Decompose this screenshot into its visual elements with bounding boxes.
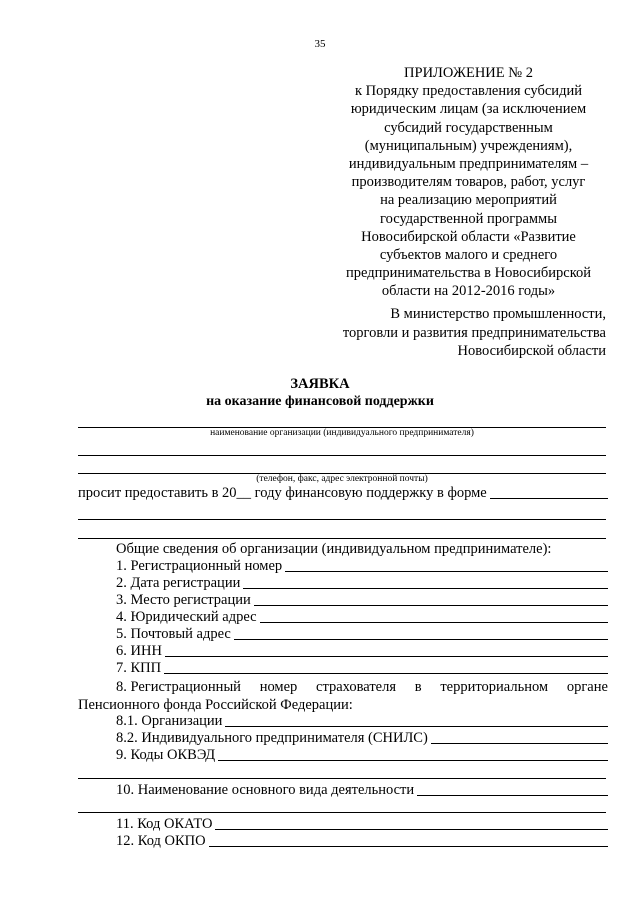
inn-blank[interactable]	[165, 656, 608, 657]
field-label: 7. КПП	[116, 660, 162, 676]
field-label: 8.2. Индивидуального предпринимателя (СНИЛС)	[116, 730, 428, 746]
field-row	[116, 642, 608, 660]
organization-blank[interactable]	[225, 726, 608, 727]
field-row	[116, 729, 608, 747]
field-row	[116, 625, 608, 643]
appendix-line: Новосибирской области «Развитие	[361, 228, 576, 245]
appendix-line: к Порядку предоставления субсидий	[355, 83, 582, 100]
field-row	[116, 815, 608, 833]
snils-blank[interactable]	[431, 743, 608, 744]
appendix-line: на реализацию мероприятий	[380, 192, 557, 209]
field-row	[116, 574, 608, 592]
postal-address-blank[interactable]	[234, 639, 608, 640]
okved-blank[interactable]	[218, 760, 608, 761]
field-label: 12. Код ОКПО	[116, 833, 206, 849]
appendix-line: ПРИЛОЖЕНИЕ № 2	[404, 65, 533, 81]
kpp-blank[interactable]	[164, 673, 608, 674]
field8-word: в	[414, 679, 422, 695]
registration-number-blank[interactable]	[285, 571, 608, 572]
appendix-line: области на 2012-2016 годы»	[381, 283, 556, 300]
field8-word: 8. Регистрационный	[116, 679, 241, 695]
field-row	[116, 591, 608, 609]
field-label: 11. Код ОКАТО	[116, 816, 213, 832]
extra-blank-line[interactable]	[78, 455, 606, 456]
general-info-row	[116, 540, 608, 558]
field-label: 6. ИНН	[116, 643, 162, 659]
okato-blank[interactable]	[215, 829, 608, 830]
appendix-line: юридическим лицам (за исключением	[350, 101, 587, 118]
request-continuation-blank[interactable]	[78, 538, 606, 539]
field-row	[116, 832, 608, 850]
appendix-line: субъектов малого и среднего	[379, 247, 558, 264]
okpo-blank[interactable]	[209, 846, 608, 847]
org-name-caption: наименование организации (индивидуального предпринимателя)	[210, 428, 474, 438]
page-number: 35	[314, 38, 326, 50]
appendix-line: производителям товаров, работ, услуг	[351, 174, 586, 191]
recipient-line: В министерство промышленности,	[390, 306, 606, 322]
appendix-line: (муниципальным) учреждениям),	[364, 137, 573, 154]
field-label: 2. Дата регистрации	[116, 575, 241, 591]
field-row	[116, 557, 608, 575]
field-label: 3. Место регистрации	[116, 592, 251, 608]
document-subtitle: на оказание финансовой поддержки	[206, 394, 434, 409]
registration-place-blank[interactable]	[254, 605, 608, 606]
appendix-line: предпринимательства в Новосибирской	[345, 265, 592, 282]
field8-word: номер	[259, 679, 298, 695]
field-label: 5. Почтовый адрес	[116, 626, 231, 642]
legal-address-blank[interactable]	[260, 622, 608, 623]
appendix-line: государственной программы	[380, 210, 557, 227]
support-form-blank[interactable]	[490, 498, 608, 499]
recipient-line: торговли и развития предпринимательства	[342, 324, 606, 341]
field-label: 4. Юридический адрес	[116, 609, 257, 625]
field-label: 1. Регистрационный номер	[116, 558, 283, 574]
field8-continuation: Пенсионного фонда Российской Федерации:	[78, 697, 353, 713]
document-title: ЗАЯВКА	[290, 376, 350, 392]
field8-paragraph	[78, 678, 608, 714]
request-row	[78, 484, 608, 502]
appendix-block	[325, 64, 612, 301]
general-info-heading: Общие сведения об организации (индивидуальном предпринимателе):	[116, 541, 552, 557]
field-row	[116, 781, 608, 799]
field-row	[116, 659, 608, 677]
request-text: просит предоставить в 20__ году финансовую поддержку в форме	[78, 485, 487, 501]
field-row	[116, 712, 608, 730]
okved-continuation-blank[interactable]	[78, 778, 606, 779]
recipient-line: Новосибирской области	[457, 343, 606, 359]
field8-word: страхователя	[316, 679, 397, 695]
main-activity-blank[interactable]	[417, 795, 608, 796]
appendix-line: субсидий государственным	[384, 119, 553, 136]
activity-continuation-blank[interactable]	[78, 812, 606, 813]
field8-word: территориальном	[440, 679, 549, 695]
field-label: 8.1. Организации	[116, 713, 223, 729]
field-row	[116, 746, 608, 764]
field-label: 10. Наименование основного вида деятельности	[116, 782, 415, 798]
field8-word: органе	[566, 679, 608, 695]
registration-date-blank[interactable]	[243, 588, 608, 589]
field-row	[116, 608, 608, 626]
recipient-block	[343, 305, 606, 361]
request-continuation-blank[interactable]	[78, 519, 606, 520]
appendix-line: индивидуальным предпринимателям –	[348, 156, 589, 173]
field-label: 9. Коды ОКВЭД	[116, 747, 216, 763]
contacts-caption: (телефон, факс, адрес электронной почты)	[256, 474, 428, 484]
